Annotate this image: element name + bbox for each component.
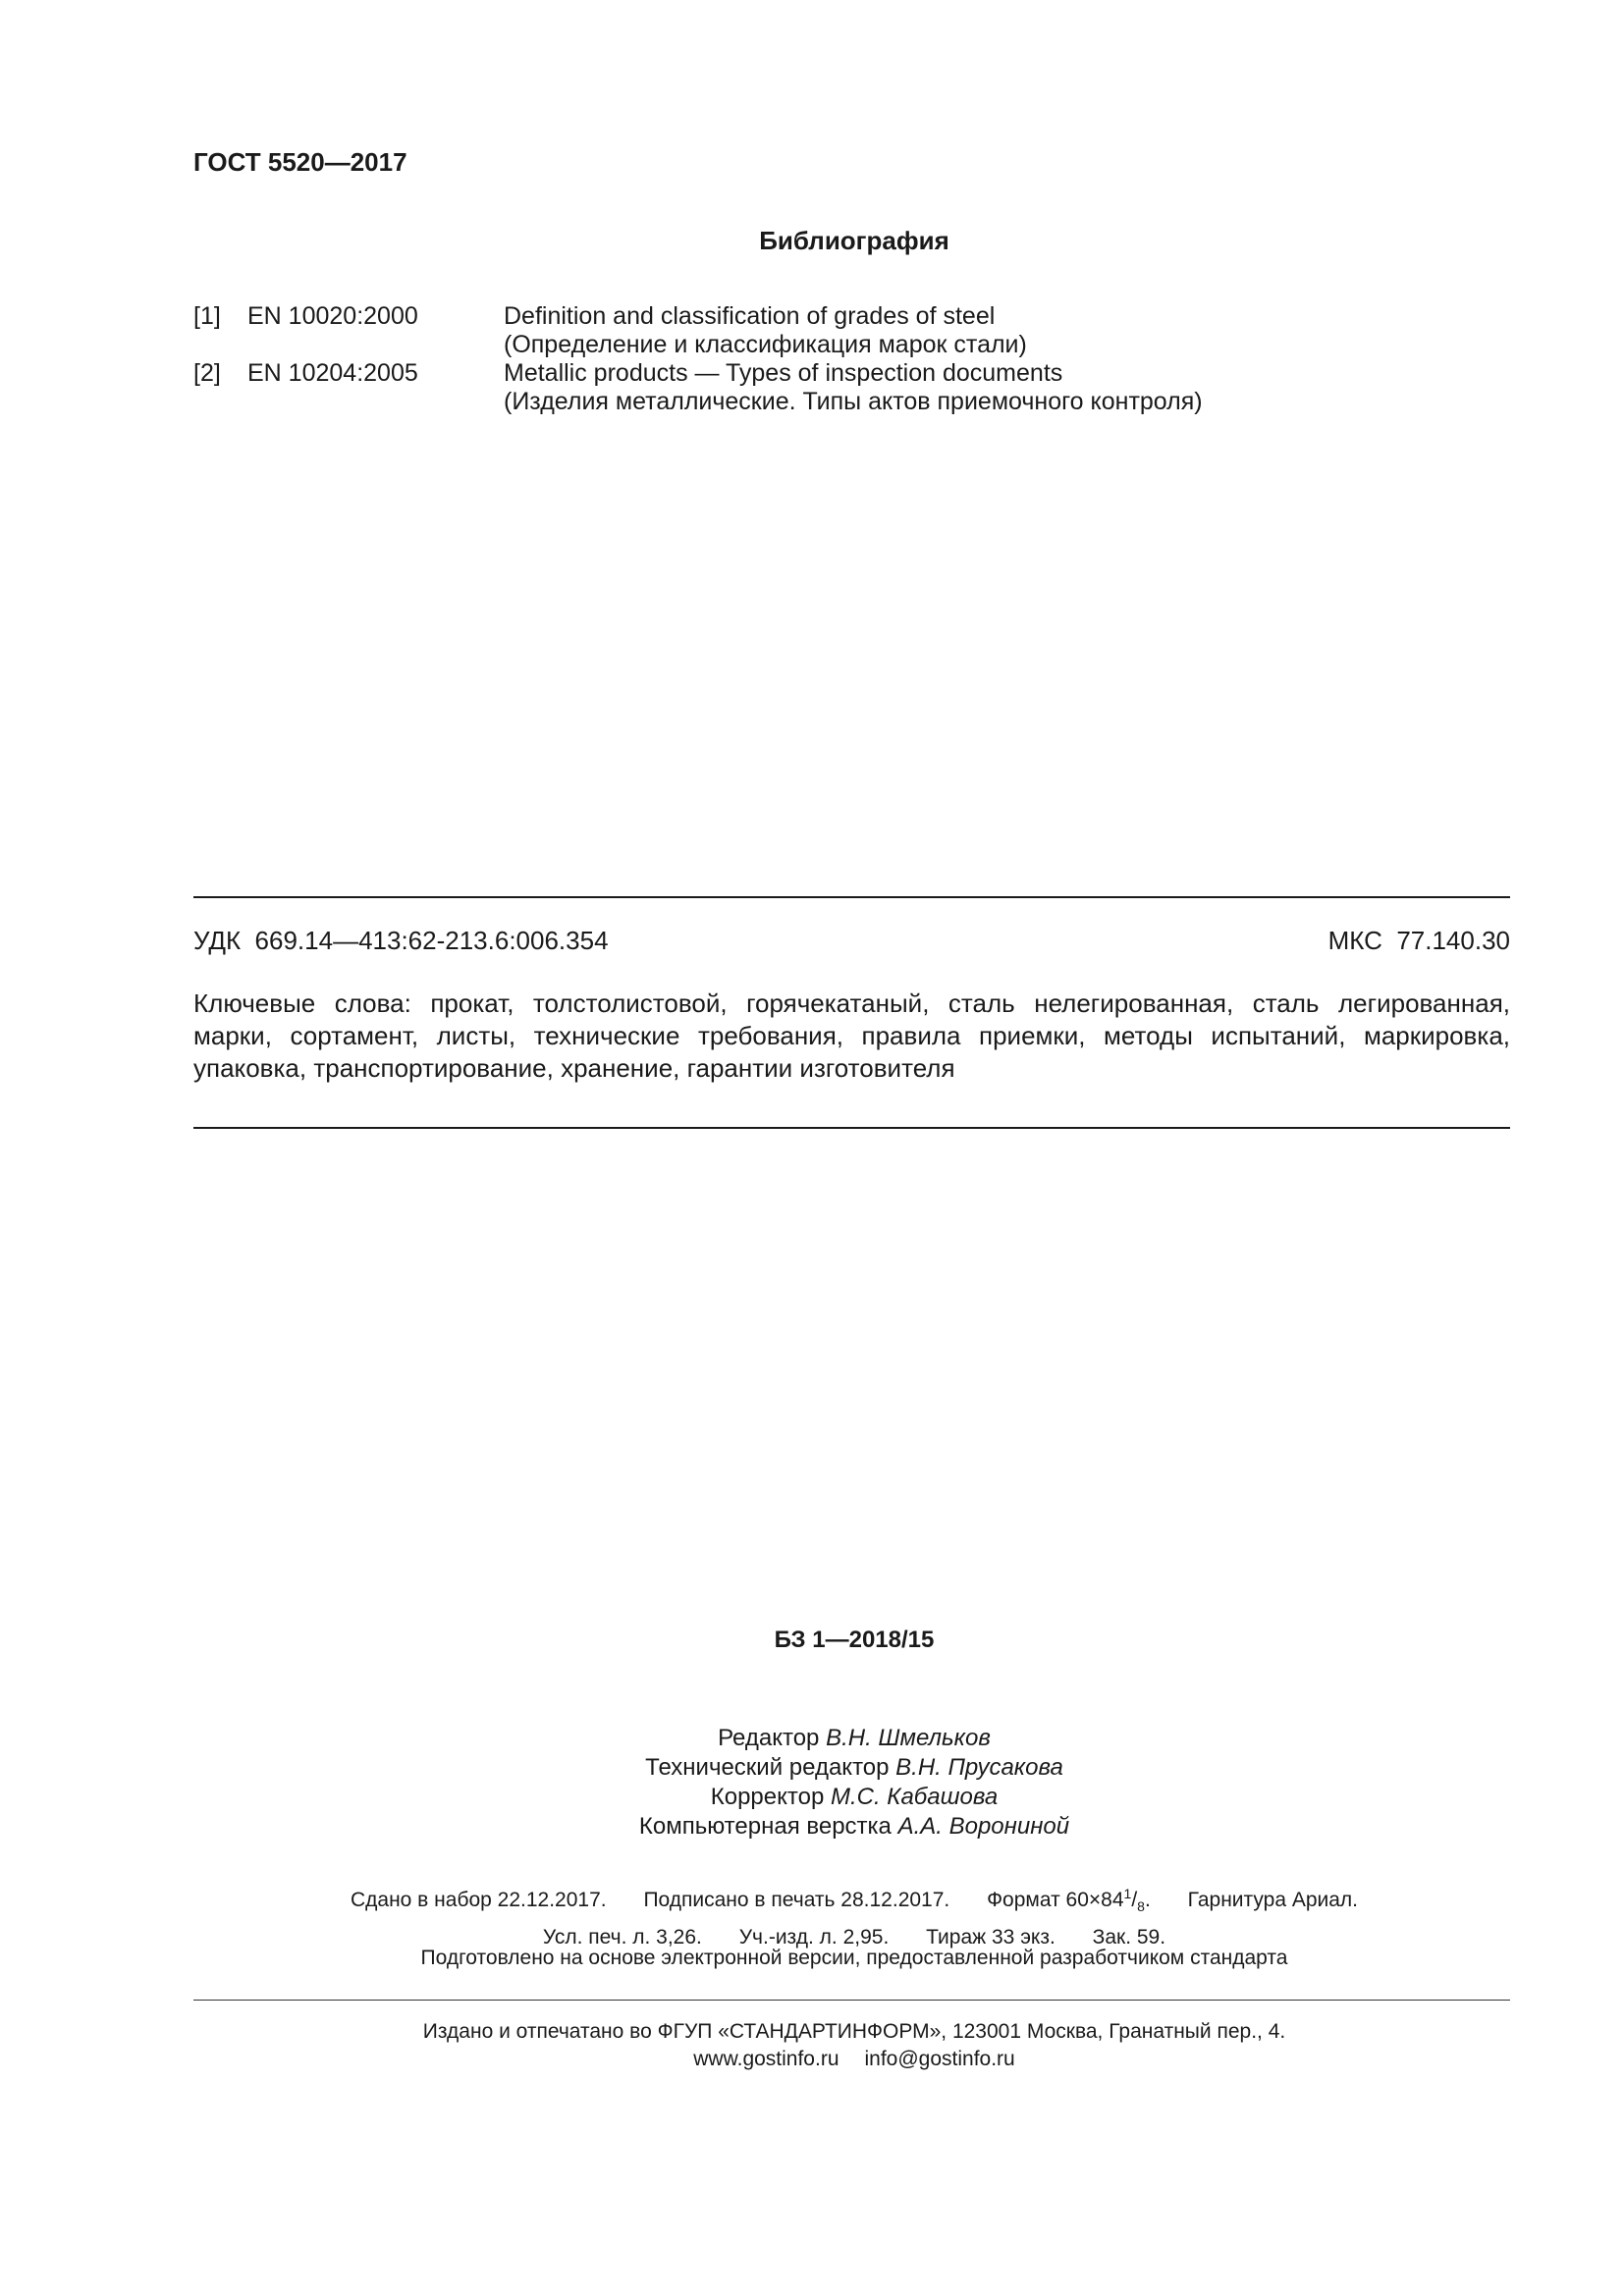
standard-code: ГОСТ 5520—2017 (193, 147, 407, 177)
top-divider (193, 896, 1510, 898)
credit-layout: Компьютерная верстка А.А. Ворониной (638, 1813, 1070, 1840)
credit-tech-editor: Технический редактор В.Н. Прусакова (645, 1754, 1063, 1781)
publisher-contacts (0, 2046, 1624, 2073)
entry-code: EN 10020:2000 (247, 302, 418, 330)
udk-code: УДК 669.14—413:62-213.6:006.354 (193, 926, 609, 955)
bz-number: БЗ 1—2018/15 (774, 1627, 935, 1653)
entry-title-en: Metallic products — Types of inspection documents (504, 359, 1063, 387)
entry-title-ru: (Изделия металлические. Типы актов приемочного контроля) (504, 388, 1203, 415)
keywords-line: упаковка, транспортирование, хранение, гарантии изготовителя (193, 1053, 955, 1083)
entry-title-en: Definition and classification of grades of steel (504, 302, 996, 330)
credits (0, 1724, 1624, 1842)
entry-number: [1] (193, 302, 221, 330)
classification-row (193, 926, 1510, 956)
imprint-line-1: Сдано в набор 22.12.2017. Подписано в печать 28.12.2017. Формат $60\times 84^1/_8$. Гарнитура Ариал. (350, 1886, 1359, 1915)
credit-proofreader: Корректор М.С. Кабашова (710, 1784, 999, 1810)
imprint (0, 1879, 1624, 1952)
website-link[interactable]: www.gostinfo.ru (693, 2048, 839, 2070)
imprint-divider (193, 2000, 1510, 2001)
keywords (193, 988, 1510, 1085)
keywords-line: марки, сортамент, листы, технические требования, правила приемки, методы испытаний, маркировка, (193, 1021, 1510, 1050)
imprint-line-2: Усл. печ. л. 3,26. Уч.-изд. л. 2,95. Тираж 33 экз. Зак. 59. (542, 1926, 1166, 1949)
publisher (0, 2018, 1624, 2073)
mks-code: МКС 77.140.30 (1327, 926, 1510, 955)
entry-title-ru: (Определение и классификация марок стали) (504, 331, 1027, 358)
bibliography-title: Библиография (759, 226, 949, 255)
publisher-line: Издано и отпечатано во ФГУП «СТАНДАРТИНФОРМ», 123001 Москва, Гранатный пер., 4. (422, 2020, 1286, 2043)
keywords-line: Ключевые слова: прокат, толстолистовой, горячекатаный, сталь нелегированная, сталь легированная, (193, 988, 1510, 1018)
prepared-note: Подготовлено на основе электронной версии, предоставленной разработчиком стандарта (420, 1947, 1288, 1969)
email-link[interactable]: info@gostinfo.ru (864, 2048, 1015, 2070)
credit-editor: Редактор В.Н. Шмельков (718, 1725, 991, 1751)
bottom-divider (193, 1127, 1510, 1129)
entry-code: EN 10204:2005 (247, 359, 418, 387)
entry-number: [2] (193, 359, 221, 387)
